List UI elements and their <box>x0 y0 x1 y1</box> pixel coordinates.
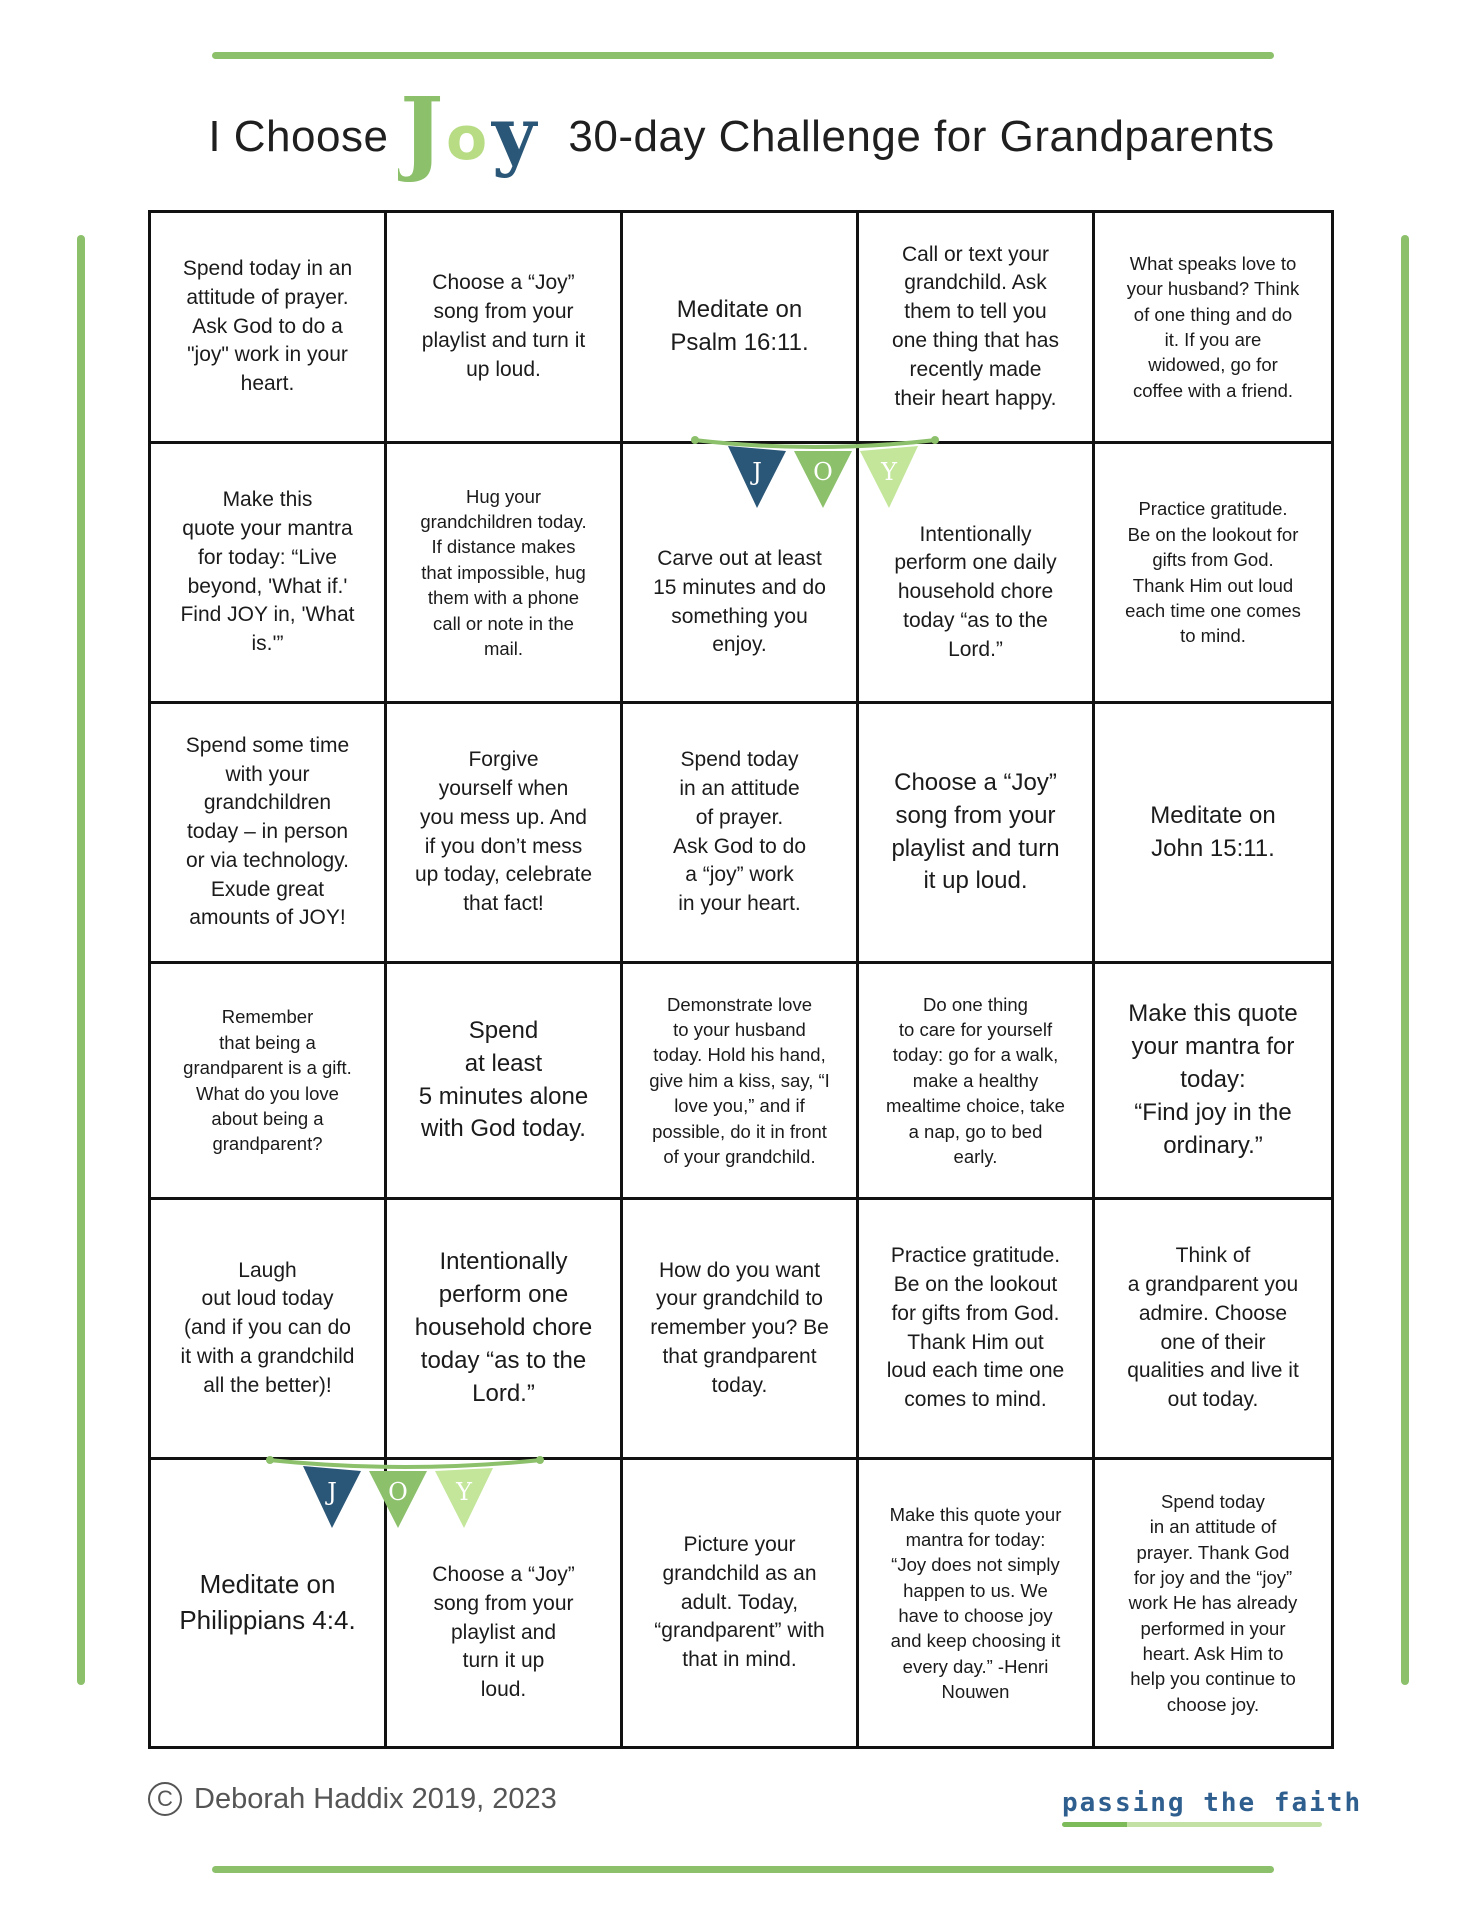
brand-logo <box>1062 1788 1362 1827</box>
challenge-cell: Make this quote your mantra for today: “Live beyond, 'What if.' Find JOY in, 'What is.'” <box>151 444 387 704</box>
challenge-cell: Intentionally perform one household chore today “as to the Lord.” <box>387 1200 623 1460</box>
banner-knot <box>266 1456 274 1464</box>
pennant-letter: J <box>327 1478 337 1506</box>
page-title <box>0 82 1483 192</box>
challenge-cell: Choose a “Joy” song from your playlist and turn it up loud. <box>387 213 623 444</box>
challenge-cell: Spend today in an attitude of prayer. Ask God to do a "joy" work in your heart. <box>151 213 387 444</box>
challenge-cell: Spend at least 5 minutes alone with God today. <box>387 964 623 1200</box>
challenge-cell: Make this quote your mantra for today: “Joy does not simply happen to us. We have to choose joy and keep choosing it every day.” -Henri Nouwen <box>859 1460 1095 1746</box>
challenge-cell: Practice gratitude. Be on the lookout for gifts from God. Thank Him out loud each time one comes to mind. <box>859 1200 1095 1460</box>
challenge-cell: Forgive yourself when you mess up. And if you don’t mess up today, celebrate that fact! <box>387 704 623 964</box>
challenge-cell: Meditate on Psalm 16:11. <box>623 213 859 444</box>
challenge-cell: Think of a grandparent you admire. Choose one of their qualities and live it out today. <box>1095 1200 1331 1460</box>
challenge-cell: Spend today in an attitude of prayer. Ask God to do a “joy” work in your heart. <box>623 704 859 964</box>
challenge-cell: Hug your grandchildren today. If distance makes that impossible, hug them with a phone call or note in the mail. <box>387 444 623 704</box>
pennant-letter: J <box>752 458 762 486</box>
challenge-cell: Do one thing to care for yourself today: go for a walk, make a healthy mealtime choice, take a nap, go to bed early. <box>859 964 1095 1200</box>
copyright-icon: C <box>148 1782 182 1816</box>
joy-banner <box>690 432 940 512</box>
joy-banner <box>265 1452 545 1532</box>
joy-logo-letter-o: o <box>446 104 488 174</box>
challenge-cell: Choose a “Joy” song from your playlist and turn it up loud. <box>387 1460 623 1746</box>
joy-logo <box>398 87 558 187</box>
banner-knot <box>536 1456 544 1464</box>
challenge-cell: How do you want your grandchild to remember you? Be that grandparent today. <box>623 1200 859 1460</box>
challenge-cell: Spend today in an attitude of prayer. Thank God for joy and the “joy” work He has already performed in your heart. Ask Him to help you continue to choose joy. <box>1128 1490 1298 1715</box>
copyright-text: Deborah Haddix 2019, 2023 <box>194 1782 557 1815</box>
challenge-cell: Choose a “Joy” song from your playlist and turn it up loud. <box>859 704 1095 964</box>
pennant-letter: O <box>813 458 833 486</box>
challenge-cell: Remember that being a grandparent is a gift. What do you love about being a grandparent? <box>151 964 387 1200</box>
challenge-cell: Practice gratitude. Be on the lookout for gifts from God. Thank Him out loud each time one comes to mind. <box>1095 444 1331 704</box>
brand-underline <box>1062 1822 1322 1827</box>
banner-knot <box>931 436 939 444</box>
challenge-cell: Demonstrate love to your husband today. Hold his hand, give him a kiss, say, “I love you,” and if possible, do it in front of your grandchild. <box>623 964 859 1200</box>
bottom-rule <box>212 1866 1274 1873</box>
copyright-line <box>148 1782 557 1816</box>
top-rule <box>212 52 1274 59</box>
right-rule <box>1401 235 1409 1685</box>
brand-name: passing the faith <box>1062 1788 1363 1818</box>
banner-string <box>269 1460 541 1467</box>
title-suffix: 30-day Challenge for Grandparents <box>568 112 1275 161</box>
joy-logo-letter-y: y <box>492 90 537 179</box>
joy-logo-letter-j: J <box>400 87 444 185</box>
challenge-cell: Call or text your grandchild. Ask them to tell you one thing that has recently made their heart happy. <box>859 213 1095 444</box>
challenge-cell: Make this quote your mantra for today: “Find joy in the ordinary.” <box>1095 964 1331 1200</box>
title-prefix: I Choose <box>208 112 389 161</box>
left-rule <box>77 235 85 1685</box>
pennant-letter: Y <box>456 1478 472 1506</box>
challenge-cell: Meditate on John 15:11. <box>1095 704 1331 964</box>
pennant-letter: O <box>388 1478 408 1506</box>
challenge-cell: Meditate on Philippians 4:4. <box>151 1460 387 1746</box>
challenge-cell: Intentionally perform one daily household chore today “as to the Lord.” <box>859 444 1095 704</box>
challenge-cell: Carve out at least 15 minutes and do something you enjoy. <box>623 444 859 704</box>
banner-knot <box>691 436 699 444</box>
challenge-cell: Picture your grandchild as an adult. Today, “grandparent” with that in mind. <box>623 1460 859 1746</box>
challenge-cell: What speaks love to your husband? Think of one thing and do it. If you are widowed, go for coffee with a friend. <box>1095 213 1331 444</box>
banner-string <box>694 440 936 447</box>
challenge-cell: Laugh out loud today (and if you can do it with a grandchild all the better)! <box>151 1200 387 1460</box>
challenge-cell: Spend some time with your grandchildren today – in person or via technology. Exude great amounts of JOY! <box>151 704 387 964</box>
pennant-letter: Y <box>881 458 897 486</box>
